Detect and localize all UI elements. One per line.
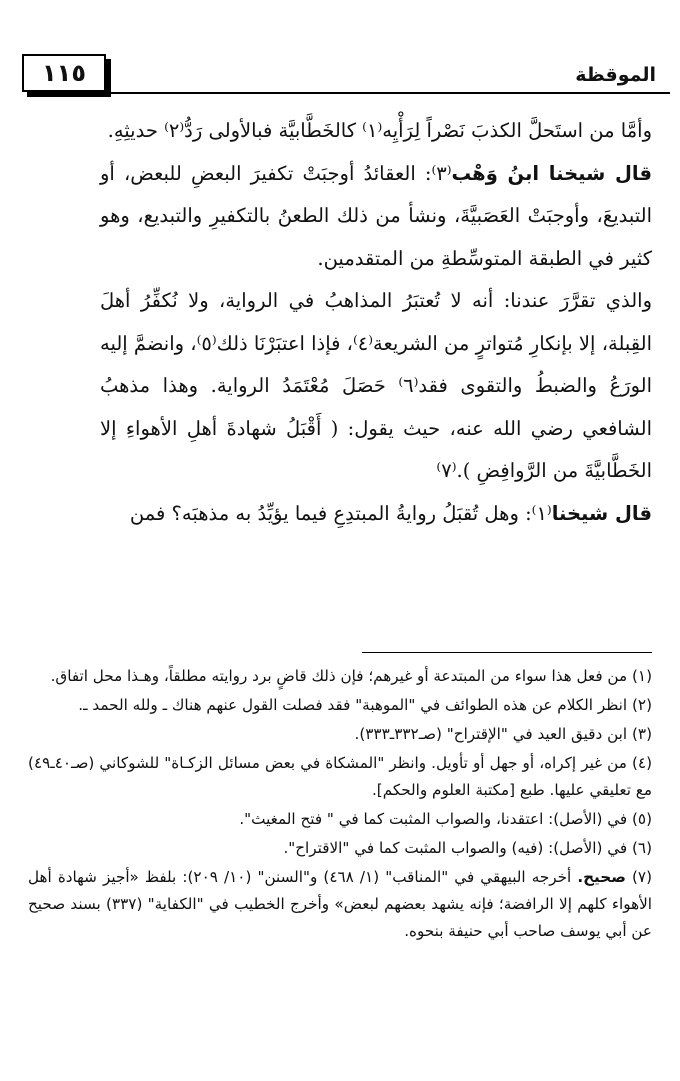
paragraph-4-footnote-mark: ⁽١⁾ — [531, 501, 552, 525]
footnote-6: (٦) في (الأصل): (فيه) والصواب المثبت كما في "الاقتراح". — [283, 839, 652, 857]
paragraph-4-lead: قال شيخنا — [551, 501, 652, 525]
footnote-7 — [28, 864, 652, 945]
page-number: ١١٥ — [42, 59, 86, 87]
page-header — [18, 42, 670, 98]
footnote-7-text: أخرجه البيهقي في "المناقب" (١/ ٤٦٨) و"السنن" (١٠/ ٢٠٩): بلفظ «أجيز شهادة أهل الأهواء كلهم إلا الرافضة؛ فإنه يشهد بعضهم لبعض» وأخرج الخطيب في "الكفاية" (٣٣٧) بسند صحيح عن أبي يوسف صاحب أبي حنيفة بنحوه. — [28, 868, 652, 940]
paragraph-2-footnote-mark: ⁽٣⁾ — [431, 161, 452, 185]
footnote-separator — [362, 652, 652, 653]
running-title: الموقظة — [575, 64, 656, 86]
footnote-1: (١) من فعل هذا سواء من المبتدعة أو غيرهم؛ فإن ذلك قاضٍ برد روايته مطلقاً، وهـذا محل اتفاق. — [50, 667, 652, 685]
footnote-2: (٢) انظر الكلام عن هذه الطوائف في "الموهبة" فقد فصلت القول عنهم هناك ـ ولله الحمد ـ. — [78, 696, 652, 714]
paragraph-1: وأمَّا من استَحلَّ الكذبَ نَصْراً لِرَأْيِه⁽١⁾ كالخَطَّابيَّة فبالأولى رَدُّ⁽٢⁾ حديثِهِ. — [107, 119, 652, 142]
header-rule — [106, 92, 670, 94]
main-text — [100, 110, 652, 535]
page-number-box — [22, 54, 106, 92]
paragraph-3: والذي تقرَّرَ عندنا: أنه لا تُعتبَرُ المذاهبُ في الرواية، ولا نُكفِّرُ أهلَ القِبلة، إلا بإنكارِ مُتواترٍ من الشريعة⁽٤⁾، فإذا اعتبَرْنَا ذلك⁽٥⁾، وانضمَّ إليه الورَعُ والضبطُ والتقوى فقد⁽٦⁾ حَصَلَ مُعْتَمَدُ الرواية. وهذا مذهبُ الشافعي رضي الله عنه، حيث يقول: ( أَقْبَلُ شهادةَ أهلِ الأهواءِ إلا الخَطَّابيَّةَ من الرَّوافِضِ ).⁽٧⁾ — [100, 289, 653, 482]
footnote-5: (٥) في (الأصل): اعتقدنا، والصواب المثبت كما في " فتح المغيث". — [239, 810, 652, 828]
paragraph-2-text: : العقائدُ أوجبَتْ تكفيرَ البعضِ للبعض، أو التبديعَ، وأوجبَتْ العَصَبيَّةَ، ونشأ من ذلك الطعنُ بالتكفيرِ والتبديع، وهو كثير في الطبقة المتوسِّطةِ من المتقدمين. — [100, 161, 652, 270]
paragraph-4-text: : وهل تُقبَلُ روايةُ المبتدِعِ فيما يؤيِّدُ به مذهبَه؟ فمن — [129, 501, 532, 525]
footnotes — [28, 663, 652, 947]
paragraph-2-lead: قال شيخنا ابنُ وَهْب — [451, 161, 653, 185]
footnote-4: (٤) من غير إكراه، أو جهل أو تأويل. وانظر "المشكاة في بعض مسائل الزكـاة" للشوكاني (صـ٤٠ـ٤٩) مع تعليقي عليها. طبع [مكتبة العلوم والحكم]. — [28, 754, 652, 799]
paragraph-2 — [100, 153, 652, 281]
footnote-7-grade: صحيح. — [577, 868, 626, 886]
footnote-3: (٣) ابن دقيق العيد في "الإقتراح" (صـ٣٣٢ـ٣٣٣). — [354, 725, 652, 743]
footnote-7-number: (٧) — [631, 868, 653, 886]
paragraph-4 — [100, 493, 652, 536]
